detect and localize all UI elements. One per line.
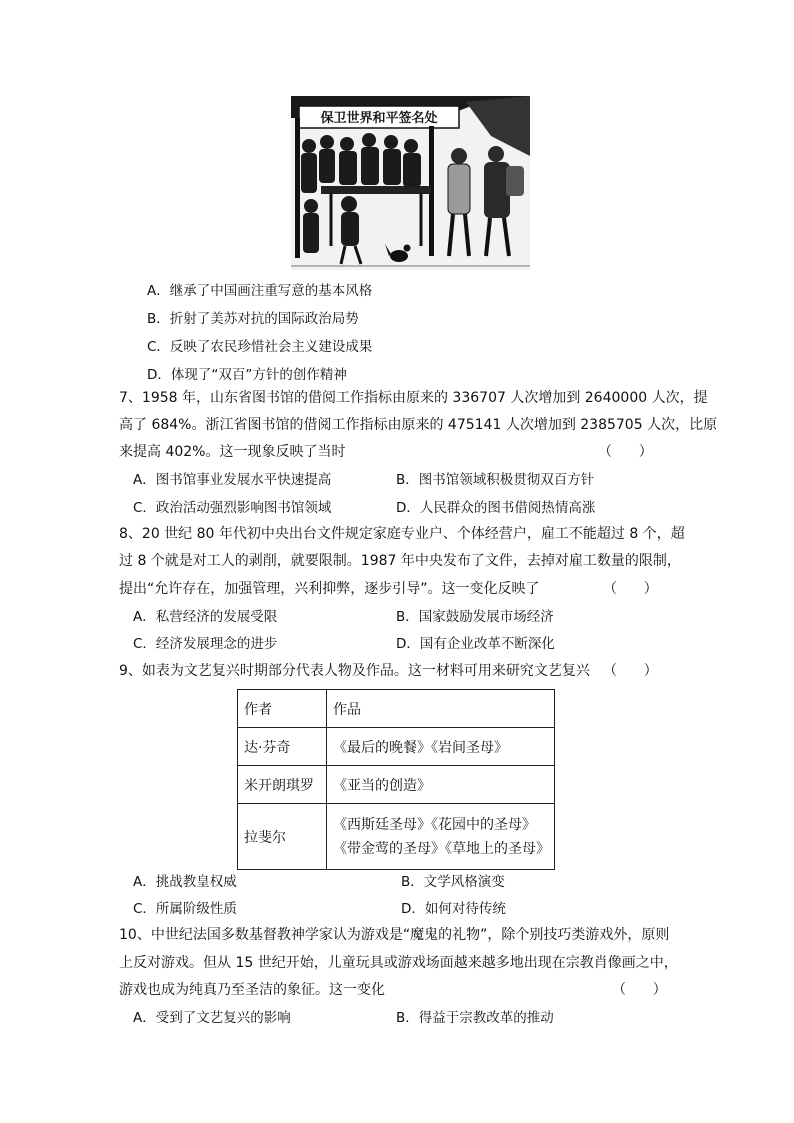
table-row xyxy=(238,728,555,766)
q10-stem-line-1: 10、中世纪法国多数基督教神学家认为游戏是“魔鬼的礼物”，除个别技巧类游戏外，原则 xyxy=(119,927,670,943)
woodcut-illustration xyxy=(291,96,530,270)
q6-option-b: B．折射了美苏对抗的国际政治局势 xyxy=(147,311,359,327)
table-cell-works xyxy=(327,804,555,870)
renaissance-works-table xyxy=(237,689,555,870)
table-row xyxy=(238,766,555,804)
q10-answer-blank: （ ） xyxy=(612,982,667,998)
table-cell-author: 拉斐尔 xyxy=(238,804,327,870)
q6-option-c: C．反映了农民珍惜社会主义建设成果 xyxy=(147,339,373,355)
q10-stem-line-2: 上反对游戏。但从 15 世纪开始，儿童玩具或游戏场面越来越多地出现在宗教肖像画之中， xyxy=(119,955,678,971)
q10-stem-line-3: 游戏也成为纯真乃至圣洁的象征。这一变化 xyxy=(119,982,385,998)
q9-option-b: B．文学风格演变 xyxy=(401,874,505,890)
q10-option-b: B．得益于宗教改革的推动 xyxy=(396,1010,554,1026)
q7-stem-line-2: 高了 684%。浙江省图书馆的借阅工作指标由原来的 475141 人次增加到 2385705 人次，比原 xyxy=(119,417,718,433)
table-header-author: 作者 xyxy=(238,690,327,728)
q6-option-d: D．体现了“双百”方针的创作精神 xyxy=(147,367,347,383)
table-row xyxy=(238,804,555,870)
table-cell-author: 达·芬奇 xyxy=(238,728,327,766)
q7-option-a: A．图书馆事业发展水平快速提高 xyxy=(133,472,332,488)
table-header-row xyxy=(238,690,555,728)
q9-answer-blank: （ ） xyxy=(603,663,658,679)
table-header-works: 作品 xyxy=(327,690,555,728)
q7-option-c: C．政治活动强烈影响图书馆领域 xyxy=(133,500,332,516)
q8-option-c: C．经济发展理念的进步 xyxy=(133,636,278,652)
q7-stem-line-1: 7、1958 年，山东省图书馆的借阅工作指标由原来的 336707 人次增加到 2640000 人次，提 xyxy=(119,390,708,406)
q10-option-a: A．受到了文艺复兴的影响 xyxy=(133,1010,291,1026)
table-cell-works-line: 《带金莺的圣母》《草地上的圣母》 xyxy=(333,840,550,857)
table-cell-works-line: 《西斯廷圣母》《花园中的圣母》 xyxy=(333,816,536,833)
q9-option-c: C．所属阶级性质 xyxy=(133,901,237,917)
q8-option-a: A．私营经济的发展受限 xyxy=(133,609,278,625)
q6-option-a: A．继承了中国画注重写意的基本风格 xyxy=(147,283,373,299)
q9-option-d: D．如何对待传统 xyxy=(401,901,506,917)
q7-answer-blank: （ ） xyxy=(598,444,653,460)
q7-option-b: B．图书馆领域积极贯彻双百方针 xyxy=(396,472,595,488)
table-cell-works: 《亚当的创造》 xyxy=(327,766,555,804)
q8-stem-line-3: 提出“允许存在，加强管理，兴利抑弊，逐步引导”。这一变化反映了 xyxy=(119,581,540,597)
q8-answer-blank: （ ） xyxy=(603,581,658,597)
q9-stem-line: 9、如表为文艺复兴时期部分代表人物及作品。这一材料可用来研究文艺复兴 xyxy=(119,663,590,679)
table-cell-author: 米开朗琪罗 xyxy=(238,766,327,804)
q7-stem-line-3: 来提高 402%。这一现象反映了当时 xyxy=(119,444,346,460)
q8-option-d: D．国有企业改革不断深化 xyxy=(396,636,555,652)
q8-option-b: B．国家鼓励发展市场经济 xyxy=(396,609,554,625)
q9-option-a: A．挑战教皇权威 xyxy=(133,874,237,890)
q8-stem-line-2: 过 8 个就是对工人的剥削，就要限制。1987 年中央发布了文件，去掉对雇工数量的限制， xyxy=(119,553,681,569)
q7-option-d: D．人民群众的图书借阅热情高涨 xyxy=(396,500,596,516)
banner-text: 保卫世界和平签名处 xyxy=(320,111,438,126)
table-cell-works: 《最后的晚餐》《岩间圣母》 xyxy=(327,728,555,766)
q8-stem-line-1: 8、20 世纪 80 年代初中央出台文件规定家庭专业户、个体经营户，雇工不能超过 8 个，超 xyxy=(119,526,685,542)
